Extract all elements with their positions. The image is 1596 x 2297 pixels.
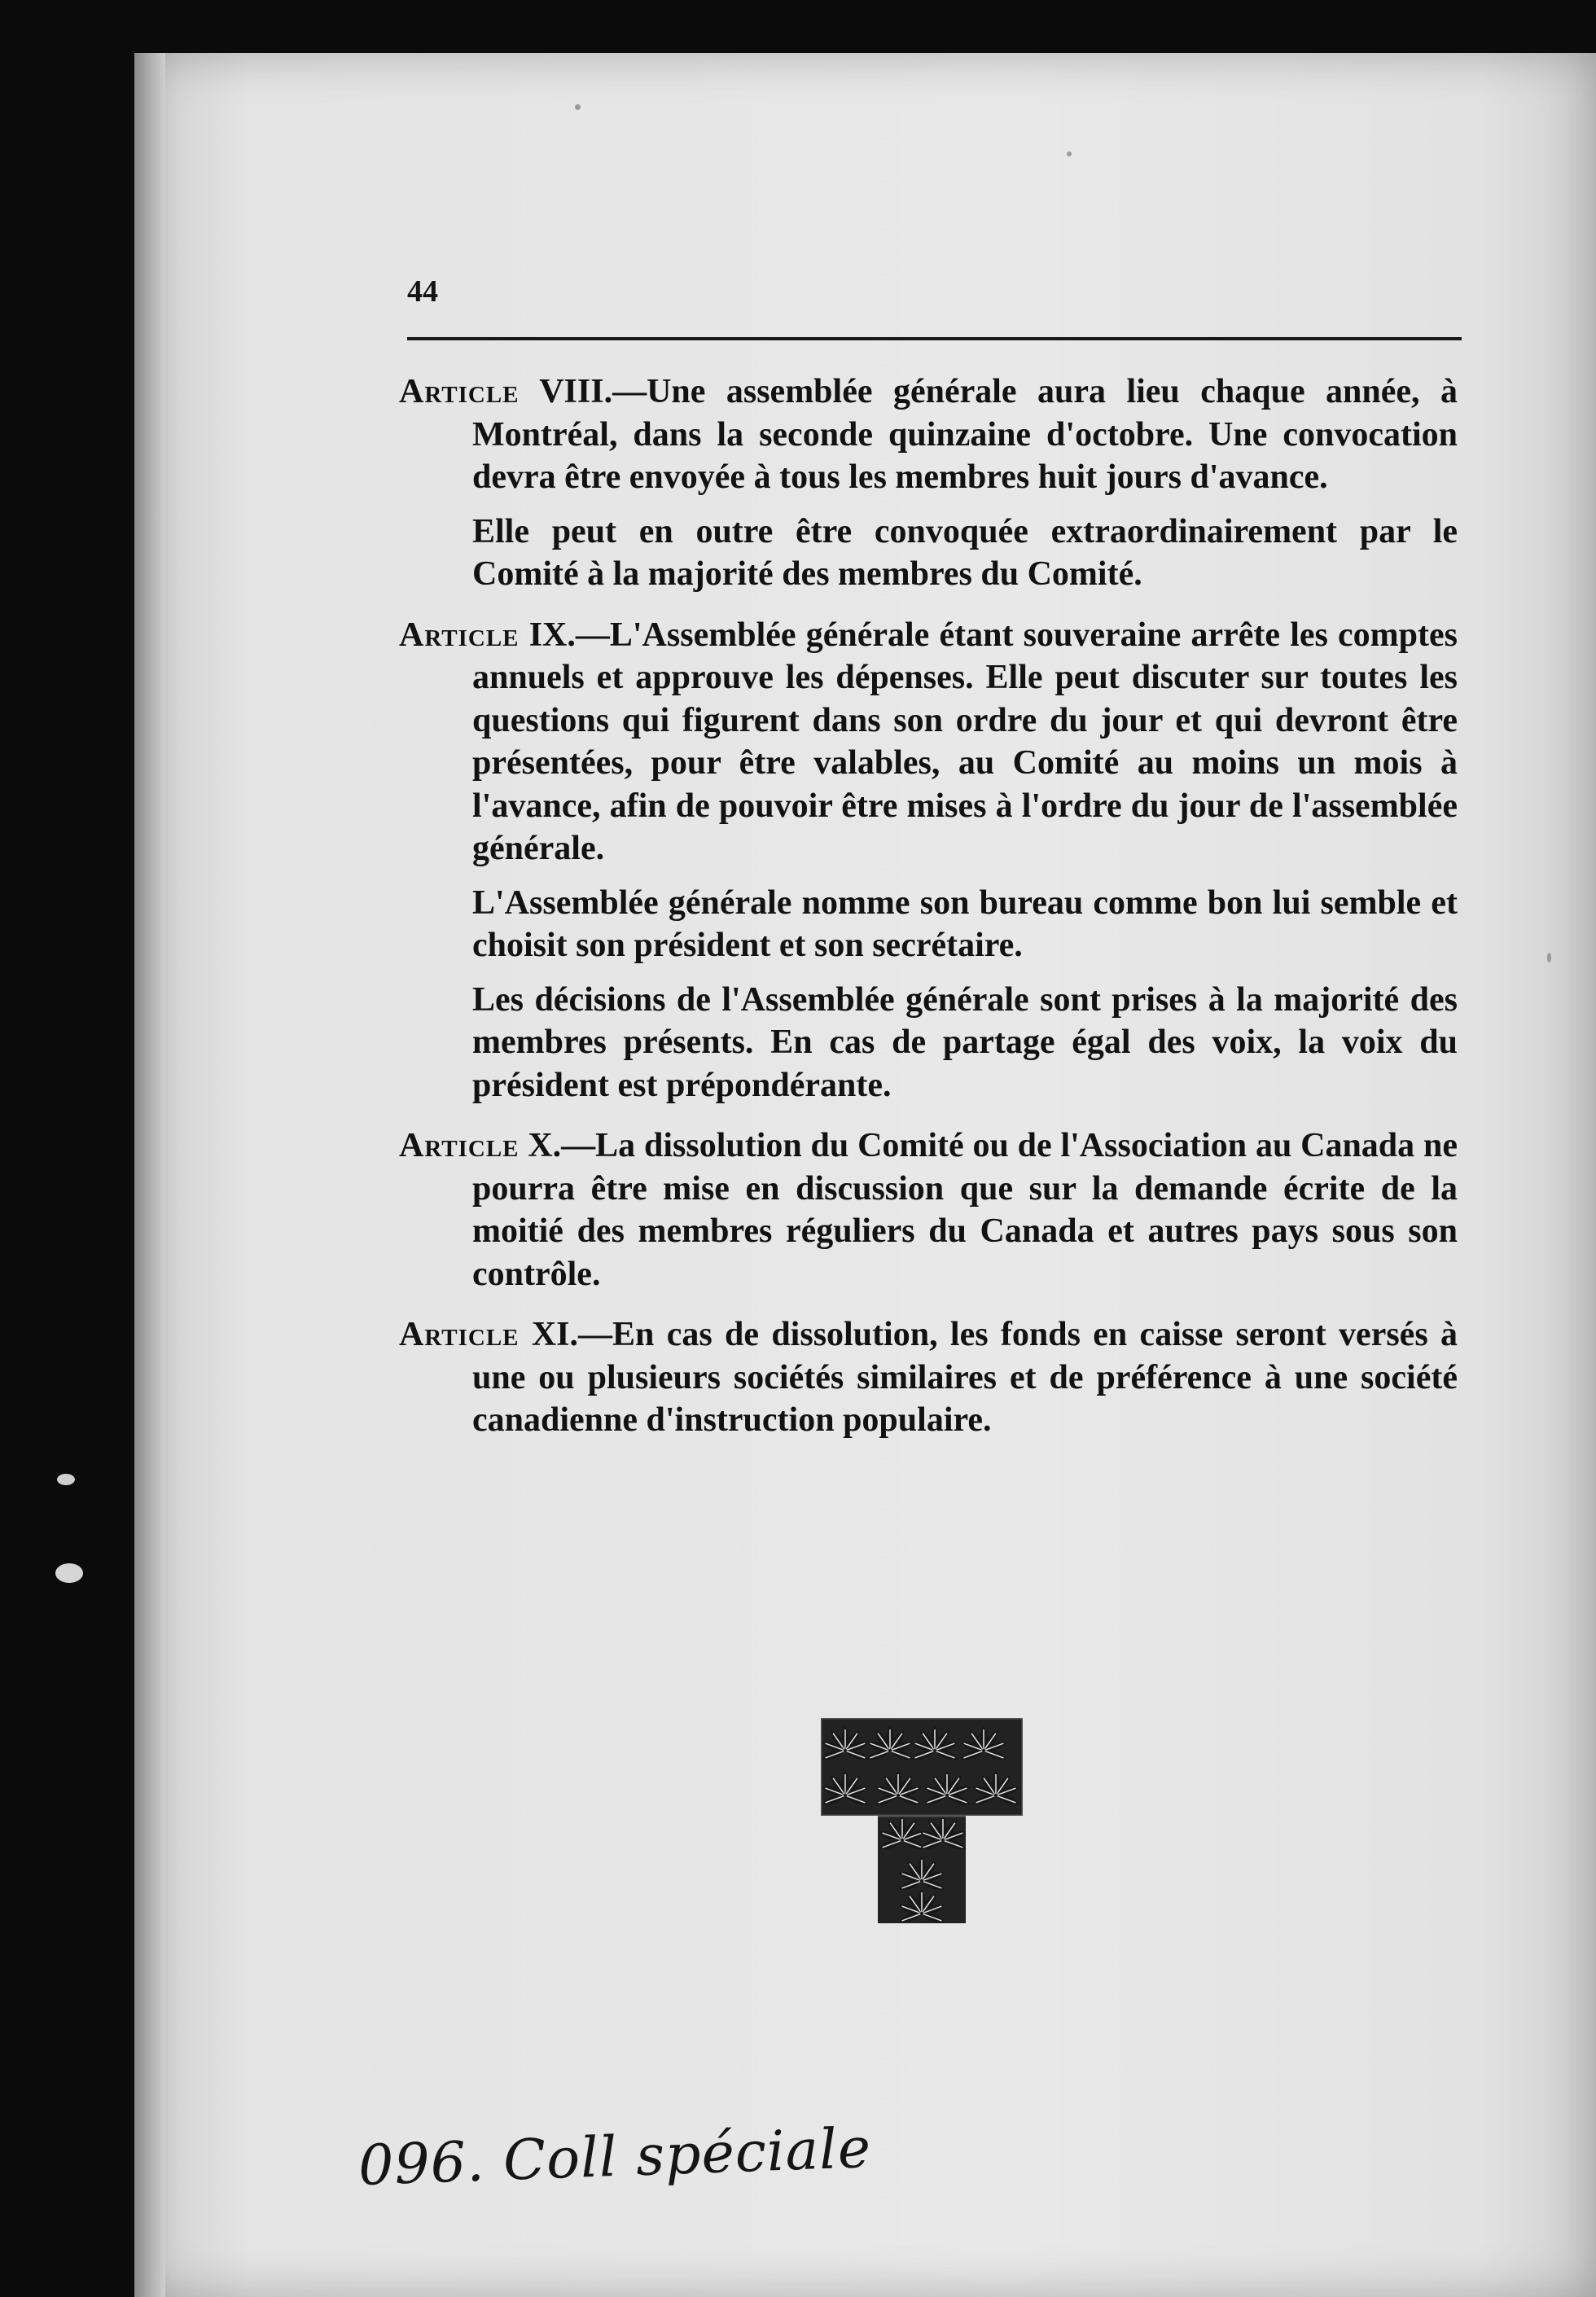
dust-speck [575, 104, 581, 110]
article-ix [399, 614, 1458, 870]
page-number: 44 [407, 274, 438, 309]
article-text: —La dissolution du Comité ou de l'Association au Canada ne pourra être mise en discussion que sur la demande écrite de la moitié des membres réguliers du Canada et autres pays sous son contrôle. [472, 1127, 1458, 1293]
article-paragraph: L'Assemblée générale nomme son bureau comme bon lui semble et choisit son président et son secrétaire. [472, 883, 1458, 964]
dust-speck [57, 1474, 75, 1485]
article-numeral: XI. [519, 1316, 579, 1353]
article-paragraph: Elle peut en outre être convoquée extraordinairement par le Comité à la majorité des membres du Comité. [472, 512, 1458, 593]
article-paragraph: Les décisions de l'Assemblée générale sont prises à la majorité des membres présents. En cas de partage égal des voix, la voix du président est prépondérante. [472, 980, 1458, 1104]
article-xi [399, 1313, 1458, 1442]
article-heading: Article [399, 373, 520, 410]
dust-speck [55, 1563, 83, 1583]
article-numeral: X. [519, 1127, 562, 1164]
header-rule [407, 337, 1462, 340]
article-viii [399, 370, 1458, 499]
dust-speck [1547, 953, 1551, 962]
floral-tailpiece-icon [821, 1718, 1023, 1923]
binding-edge [134, 53, 165, 2297]
article-heading: Article [399, 1127, 520, 1164]
document-body [399, 370, 1458, 1460]
article-heading: Article [399, 616, 520, 654]
article-heading: Article [399, 1316, 520, 1353]
article-text: —En cas de dissolution, les fonds en caisse seront versés à une ou plusieurs sociétés similaires et de préférence à une société canadienne d'instruction populaire. [472, 1316, 1458, 1439]
dust-speck [1067, 151, 1072, 156]
article-text: —Une assemblée générale aura lieu chaque année, à Montréal, dans la seconde quinzaine d'octobre. Une convocation devra être envoyée à tous les membres huit jours d'avance. [472, 373, 1458, 496]
article-x [399, 1124, 1458, 1295]
article-numeral: VIII. [519, 373, 613, 410]
article-text: —L'Assemblée générale étant souveraine arrête les comptes annuels et approuve les dépenses. Elle peut discuter sur toutes les questions qui figurent dans son ordre du jour et qui devront être présentées, pour être valables, au Comité au moins un mois à l'avance, afin de pouvoir être mises à l'ordre du jour de l'assemblée générale. [472, 616, 1458, 867]
article-numeral: IX. [519, 616, 576, 654]
handwritten-note: 096. Coll spéciale [357, 2116, 873, 2198]
